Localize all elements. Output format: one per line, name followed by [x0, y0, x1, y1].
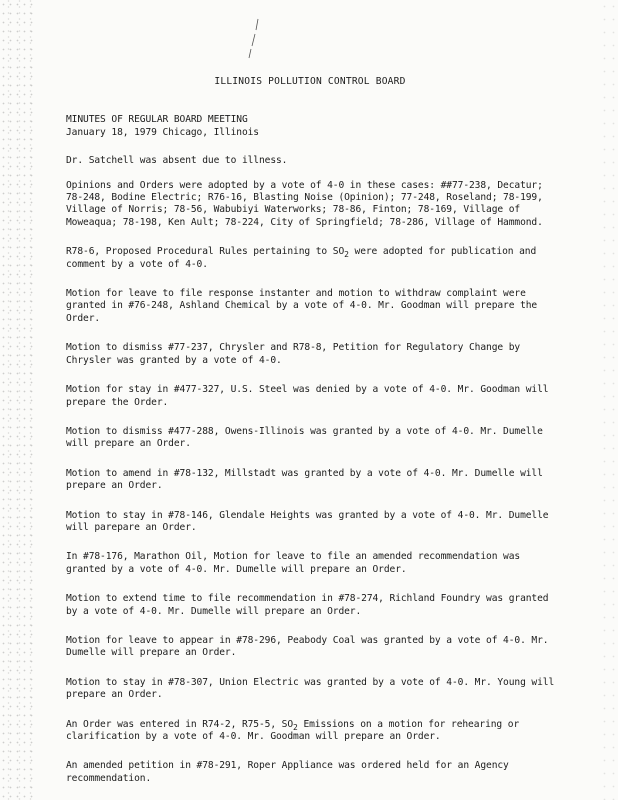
minutes-paragraph: Motion for leave to appear in #78-296, Peabody Coal was granted by a vote of 4-0. Mr. Dumelle will prepare an Order. — [66, 634, 549, 659]
meeting-heading: MINUTES OF REGULAR BOARD MEETING — [66, 114, 248, 126]
stray-pen-mark — [247, 18, 261, 60]
minutes-paragraph: Motion to extend time to file recommendation in #78-274, Richland Foundry was granted by a vote of 4-0. Mr. Dumelle will prepare an Order. — [66, 593, 549, 617]
minutes-paragraph: Motion to stay in #78-307, Union Electric was granted by a vote of 4-0. Mr. Young will prepare an Order. — [66, 676, 555, 701]
scan-edge-noise — [0, 0, 34, 800]
minutes-document — [66, 76, 562, 785]
minutes-paragraph: Opinions and Orders were adopted by a vote of 4-0 in these cases: ##77-238, Decatur; 78-248, Bodine Electric; R76-16, Blasting Noise (Opinion); 77-248, Roseland; 78-199, Village of Norris; 78-56, Wabubiyi Waterworks; 78-86, Finton; 78-169, Village of Moweaqua; 78-198, Ken Ault; 78-224, City of Springfield; 78-286, Village of Hammond. — [66, 179, 543, 228]
minutes-paragraph: An amended petition in #78-291, Roper Appliance was ordered held for an Agency recommendation. — [66, 760, 509, 784]
minutes-paragraph: Motion to amend in #78-132, Millstadt was granted by a vote of 4-0. Mr. Dumelle will prepare an Order. — [66, 467, 543, 492]
minutes-paragraph: R78-6, Proposed Procedural Rules pertaining to $SO_2$ were adopted for publication and comment by a vote of 4-0. — [66, 246, 537, 270]
minutes-paragraph: Motion to dismiss #77-237, Chrysler and R78-8, Petition for Regulatory Change by Chrysler was granted by a vote of 4-0. — [66, 342, 521, 366]
minutes-paragraph: Motion for leave to file response instanter and motion to withdraw complaint were granted in #76-248, Ashland Chemical by a vote of 4-0. Mr. Goodman will prepare the Order. — [66, 288, 538, 324]
board-title: ILLINOIS POLLUTION CONTROL BOARD — [214, 76, 406, 87]
minutes-paragraph: Dr. Satchell was absent due to illness. — [66, 155, 288, 167]
minutes-paragraph: Motion to dismiss #477-288, Owens-Illinois was granted by a vote of 4-0. Mr. Dumelle will prepare an Order. — [66, 425, 543, 450]
minutes-paragraph: In #78-176, Marathon Oil, Motion for leave to file an amended recommendation was granted by a vote of 4-0. Mr. Dumelle will prepare an Order. — [66, 551, 521, 575]
minutes-paragraph: Motion for stay in #477-327, U.S. Steel was denied by a vote of 4-0. Mr. Goodman will prepare the Order. — [66, 384, 549, 408]
meeting-date-location: January 18, 1979 Chicago, Illinois — [66, 126, 259, 138]
minutes-paragraph: Motion to stay in #78-146, Glendale Heights was granted by a vote of 4-0. Mr. Dumelle will parepare an Order. — [66, 509, 549, 533]
scan-edge-noise-right — [600, 0, 618, 800]
minutes-paragraph: An Order was entered in R74-2, R75-5, $SO_2$ Emissions on a motion for rehearing or clarification by a vote of 4-0. Mr. Goodman will prepare an Order. — [66, 718, 520, 742]
